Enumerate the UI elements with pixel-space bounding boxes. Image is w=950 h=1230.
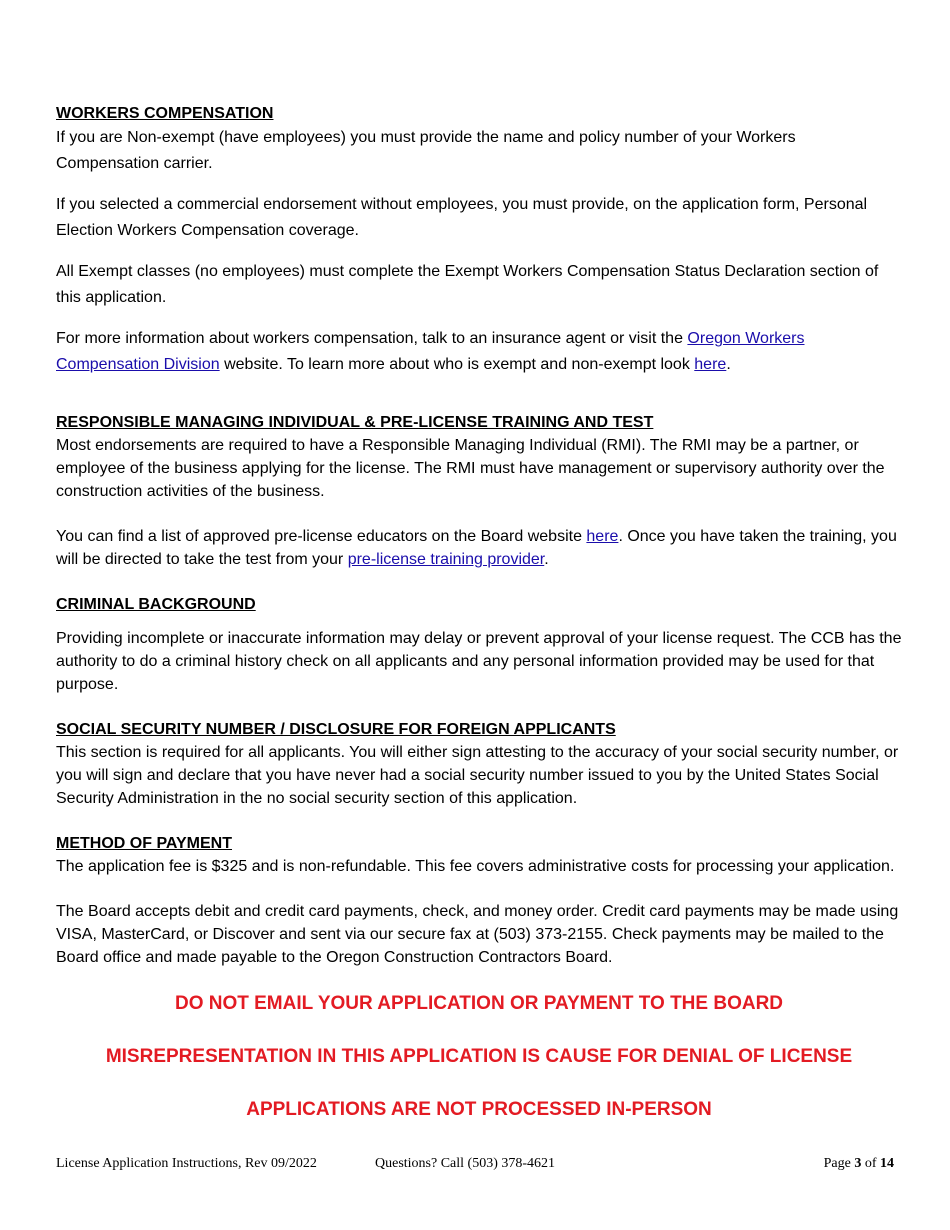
paragraph-text: . Once you have taken the training, you will be directed to take the test from your bbox=[56, 528, 897, 568]
exempt-info-link[interactable]: here bbox=[694, 356, 727, 373]
warning-not-in-person: APPLICATIONS ARE NOT PROCESSED IN-PERSON bbox=[246, 1099, 712, 1120]
page-current: 3 bbox=[854, 1156, 862, 1171]
paragraph: Providing incomplete or inaccurate information may delay or prevent approval of your license request. The CCB has the authority to do a criminal history check on all applicants and any personal information provided may be used for that purpose. bbox=[56, 630, 902, 693]
paragraph: If you selected a commercial endorsement without employees, you must provide, on the application form, Personal Election Workers Compensation coverage. bbox=[56, 196, 868, 239]
paragraph: This section is required for all applicants. You will either sign attesting to the accuracy of your social security number, or you will sign and declare that you have never had a social security number issued to you by the United States Social Security Administration in the no social security section of this application. bbox=[56, 744, 899, 807]
paragraph bbox=[56, 525, 902, 571]
paragraph: Most endorsements are required to have a Responsible Managing Individual (RMI). The RMI may be a partner, or employee of the business applying for the license. The RMI must have management or supervisory authority over the construction activities of the business. bbox=[56, 437, 885, 500]
paragraph-text: . bbox=[544, 551, 549, 568]
pre-license-training-provider-link[interactable]: pre-license training provider bbox=[347, 551, 545, 568]
footer-page-number bbox=[824, 1156, 894, 1172]
ssn-section bbox=[56, 718, 902, 810]
paragraph-text: You can find a list of approved pre-license educators on the Board website bbox=[56, 528, 587, 545]
paragraph: If you are Non-exempt (have employees) you must provide the name and policy number of your Workers Compensation carrier. bbox=[56, 129, 796, 172]
footer-document-title: License Application Instructions, Rev 09/2022 bbox=[56, 1156, 317, 1171]
section-heading: CRIMINAL BACKGROUND bbox=[56, 596, 256, 613]
section-heading: WORKERS COMPENSATION bbox=[56, 105, 274, 122]
page-total: 14 bbox=[880, 1156, 894, 1171]
footer-phone: Questions? Call (503) 378-4621 bbox=[375, 1156, 556, 1171]
rmi-section bbox=[56, 411, 902, 571]
oregon-workers-compensation-link[interactable]: Oregon Workers Compensation Division bbox=[56, 330, 805, 373]
paragraph-text: website. To learn more about who is exempt and non-exempt look bbox=[219, 356, 695, 373]
warning-misrepresentation: MISREPRESENTATION IN THIS APPLICATION IS CAUSE FOR DENIAL OF LICENSE bbox=[105, 1046, 853, 1067]
section-heading: SOCIAL SECURITY NUMBER / DISCLOSURE FOR FOREIGN APPLICANTS bbox=[56, 721, 616, 738]
paragraph: The Board accepts debit and credit card payments, check, and money order. Credit card payments may be made using VISA, MasterCard, or Discover and sent via our secure fax at (503) 373-2155. Check payments may be mailed to the Board office and made payable to the Oregon Construction Contractors Board. bbox=[56, 903, 899, 966]
paragraph-text: For more information about workers compensation, talk to an insurance agent or visit the bbox=[56, 330, 688, 347]
page-of: of bbox=[861, 1156, 880, 1171]
warning-no-email: DO NOT EMAIL YOUR APPLICATION OR PAYMENT TO THE BOARD bbox=[174, 993, 784, 1014]
paragraph-text: . bbox=[726, 356, 731, 373]
paragraph: All Exempt classes (no employees) must complete the Exempt Workers Compensation Status Declaration section of this application. bbox=[56, 263, 879, 306]
paragraph bbox=[56, 326, 902, 378]
workers-compensation-section bbox=[56, 102, 902, 378]
document-page bbox=[56, 102, 902, 1123]
method-of-payment-section bbox=[56, 832, 902, 969]
pre-license-educators-link[interactable]: here bbox=[586, 528, 619, 545]
page-label: Page bbox=[823, 1156, 855, 1171]
warnings bbox=[56, 991, 902, 1123]
section-heading: METHOD OF PAYMENT bbox=[56, 835, 233, 852]
paragraph: The application fee is $325 and is non-refundable. This fee covers administrative costs for processing your application. bbox=[56, 858, 895, 875]
criminal-background-section bbox=[56, 593, 902, 696]
section-heading: RESPONSIBLE MANAGING INDIVIDUAL & PRE-LICENSE TRAINING AND TEST bbox=[56, 414, 654, 431]
